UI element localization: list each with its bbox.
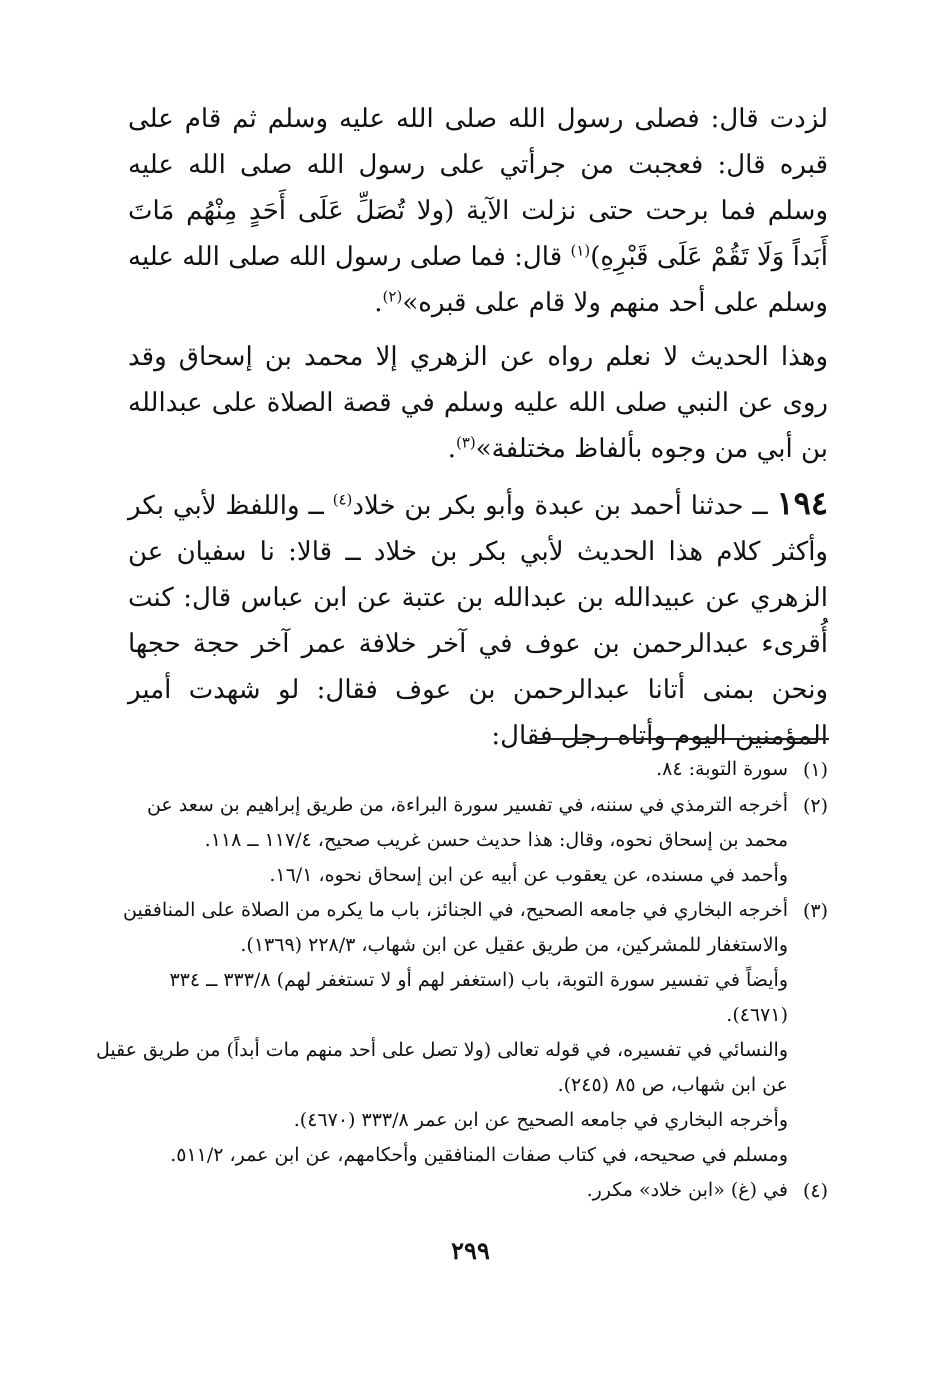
paragraph-1-text-cont: قال: فما صلى رسول الله صلى الله عليه وسلم على أحد منهم ولا قام على قبره»	[128, 242, 828, 318]
footnote-number: (١)	[802, 759, 828, 781]
page-number: ٢٩٩	[451, 1236, 490, 1265]
footnote-line: سورة التوبة: ٨٤.	[656, 758, 788, 780]
footnote-ref-4: (٤)	[332, 490, 353, 509]
paragraph-3	[128, 480, 828, 759]
paragraph-2	[128, 334, 828, 472]
paragraph-3-text-cont: ــ واللفظ لأبي بكر وأكثر كلام هذا الحديث لأبي بكر بن خلاد ــ قالا: نا سفيان عن الزهري عن عبيدالله بن عبدالله بن عتبة عن ابن عباس قال: كنت أُقرىء عبدالرحمن بن عوف في آخر خلافة عمر آخر حجة حجها ونحن بمنى أتانا عبدالرحمن بن عوف فقال: لو شهدت أمير المؤمنين اليوم وأتاه رجل فقال:	[128, 491, 828, 751]
footnote-number: (٤)	[802, 1180, 828, 1202]
paragraph-1	[128, 96, 828, 326]
paragraph-2-text: وهذا الحديث لا نعلم رواه عن الزهري إلا محمد بن إسحاق وقد روى عن النبي صلى الله عليه وسلم في قصة الصلاة على عبدالله بن أبي من وجوه بألفاظ مختلفة»	[128, 342, 828, 464]
footnote-line: وأخرجه البخاري في جامعه الصحيح عن ابن عمر ٣٣٣/٨ (٤٦٧٠).	[293, 1109, 788, 1131]
footnote-number: (٢)	[802, 795, 828, 817]
footnote-line: في (غ) «ابن خلاد» مكرر.	[586, 1179, 788, 1201]
footnote-ref-3: (٣)	[455, 433, 476, 452]
footnote-line: وأحمد في مسنده، عن يعقوب عن أبيه عن ابن إسحاق نحوه، ١٦/١.	[269, 864, 788, 886]
paragraph-1-text: لزدت قال: فصلى رسول الله صلى الله عليه وسلم ثم قام على قبره قال: فعجبت من جرأتي على رسول الله صلى الله عليه وسلم فما برحت حتى نزلت الآية (ولا تُصَلِّ عَلَى أَحَدٍ مِنْهُم مَاتَ أَبَداً وَلَا تَقُمْ عَلَى قَبْرِهِ)	[128, 104, 828, 272]
main-text	[128, 96, 828, 759]
footnote-line: والنسائي في تفسيره، في قوله تعالى (ولا تصل على أحد منهم مات أبداً) من طريق عقيل	[95, 1039, 788, 1061]
footnote-line: (٤٦٧١).	[726, 1004, 788, 1026]
footnote-number: (٣)	[802, 900, 828, 922]
footnote-1	[128, 752, 828, 788]
footnote-line: محمد بن إسحاق نحوه، وقال: هذا حديث حسن غريب صحيح، ١١٧/٤ ــ ١١٨.	[204, 829, 788, 851]
footnote-2	[128, 788, 828, 893]
footnote-line: وأيضاً في تفسير سورة التوبة، باب (استغفر لهم أو لا تستغفر لهم) ٣٣٣/٨ ــ ٣٣٤	[169, 969, 788, 991]
hadith-number: ١٩٤	[776, 484, 829, 522]
footnote-body	[128, 788, 788, 893]
footnote-separator	[535, 738, 829, 740]
footnote-line: أخرجه البخاري في جامعه الصحيح، في الجنائز، باب ما يكره من الصلاة على المنافقين	[122, 899, 788, 921]
paragraph-3-text: ــ حدثنا أحمد بن عبدة وأبو بكر بن خلاد	[352, 491, 777, 521]
footnote-body	[128, 1173, 788, 1209]
footnotes	[95, 752, 828, 1209]
paragraph-1-end: .	[374, 288, 383, 318]
footnote-line: ومسلم في صحيحه، في كتاب صفات المنافقين وأحكامهم، عن ابن عمر، ٥١١/٢.	[170, 1144, 788, 1166]
footnote-line: عن ابن شهاب، ص ٨٥ (٢٤٥).	[557, 1074, 788, 1096]
footnote-ref-2: (٢)	[382, 287, 403, 306]
footnote-3	[95, 893, 828, 1173]
footnote-line: أخرجه الترمذي في سننه، في تفسير سورة البراءة، من طريق إبراهيم بن سعد عن	[146, 794, 788, 816]
footnote-line: والاستغفار للمشركين، من طريق عقيل عن ابن شهاب، ٢٢٨/٣ (١٣٦٩).	[240, 934, 788, 956]
footnote-4	[128, 1173, 828, 1209]
footnote-body	[128, 752, 788, 788]
footnote-ref-1: (١)	[570, 241, 591, 260]
paragraph-2-end: .	[447, 434, 456, 464]
footnote-body	[96, 893, 788, 1173]
